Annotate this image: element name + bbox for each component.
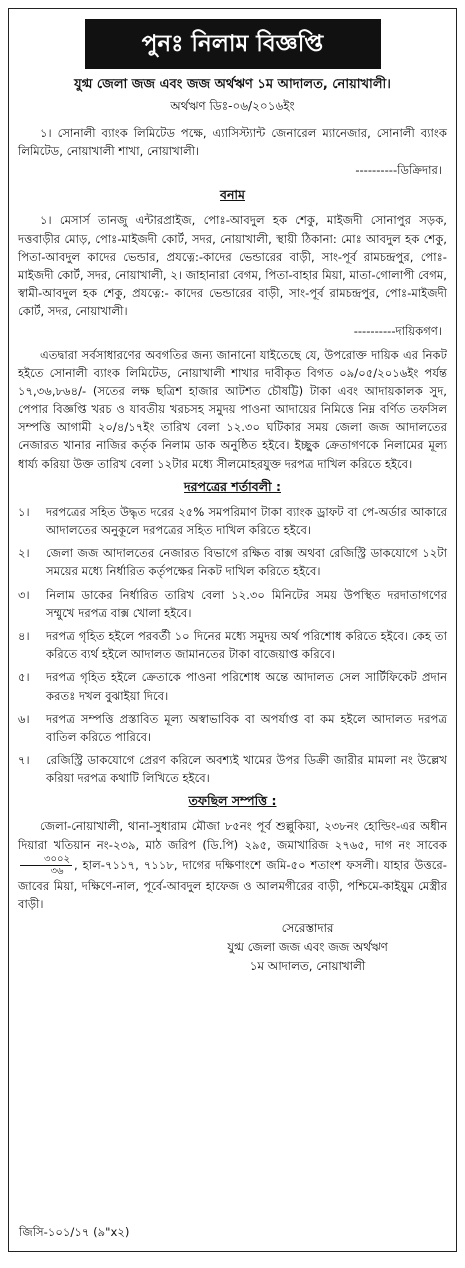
condition-text: দরপত্রের সহিত উদ্ধৃত দরের ২৫% সমপরিমাণ টাকা ব্যাংক ড্রাফট বা পে-অর্ডার আকারে আদালতের অনুকূলে দরপত্রের সহিত দাখিল করিতে হইবে।: [46, 504, 447, 537]
condition-item: [18, 668, 447, 704]
debtors: ১। মেসার্স তানজু এন্টারপ্রাইজ, পোঃ-আবদুল হক শেকু, মাইজদী সোনাপুর সড়ক, দত্তবাড়ীর মোড়, পোঃ-মাইজদী কোর্ট, সদর, নোয়াখালী, স্থায়ী ঠিকানা: মোঃ আবদুল হক শেকু, পিতা-আবদুল কাদের ভেন্ডার, প্রযত্নে:-কাদের ভেন্ডারের বাড়ী, সাং-পূর্ব রামচন্দ্রপুর, পোঃ-মাইজদী কোর্ট, সদর, নোয়াখালী, ২। জাহানারা বেগম, পিতা-বাহার মিয়া, মাতা-গোলাপী বেগম, স্বামী-আবদুল হক শেকু, প্রযত্নে:- কাদের ভেন্ডারের বাড়ী, সাং-পূর্ব রামচন্দ্রপুর, পোঃ-মাইজদী কোর্ট, সদর, নোয়াখালী।: [18, 213, 447, 319]
signature-line-3: ১ম আদালত, নোয়াখালী: [249, 958, 366, 973]
signature-line-1: সেরেস্তাদার: [281, 921, 334, 936]
condition-number: ৭।: [18, 753, 30, 768]
case-number: অর্থঋণ ডিঃ-০৬/২০১৬ইং: [170, 99, 295, 113]
schedule-text: [9, 817, 456, 913]
gd-code: জিসি-১০১/১৭ (৯"x২): [19, 1225, 130, 1239]
condition-text: নিলাম ডাকের নির্ধারিত তারিখ বেলা ১২.৩০ মিনিটের সময় উপস্থিত দরদাতাগণের সম্মুখে দরপত্র বাক্স খোলা হইবে।: [46, 587, 447, 620]
decree-holder-label: ----------ডিক্রিদার।: [355, 163, 442, 178]
notice-title: পুনঃ নিলাম বিজ্ঞপ্তি: [85, 19, 381, 69]
plot-fraction: [20, 854, 72, 877]
signature-block: [159, 919, 456, 976]
condition-number: ৪।: [18, 628, 30, 643]
decree-holder: ১। সোনালী ব্যাংক লিমিটেড পক্ষে, এ্যাসিস্ট্যান্ট জেনারেল ম্যানেজার, সোনালী ব্যাংক লিমিটেড, নোয়াখালী শাখা, নোয়াখালী।: [18, 126, 447, 159]
condition-item: [18, 627, 447, 663]
schedule-part-2: , হাল-৭১১৭, ৭১১৮, দাগের দক্ষিণাংশে জমি-৫০ শতাংশ ফসলী। যাহার উত্তরে-জাবের মিয়া, দক্ষিণে-নাল, পূর্বে-আবদুল হাফেজ ও আলমগীরের বাড়ী, পশ্চিমে-কাইয়ুম মেস্ত্রীর বাড়ী।: [18, 857, 447, 911]
condition-item: [18, 586, 447, 622]
condition-number: ৩।: [18, 587, 30, 602]
condition-text: জেলা জজ আদালতের নেজারত বিভাগে রক্ষিত বাক্স অথবা রেজিস্ট্রি ডাকযোগে ১২টা সময়ের মধ্যে নির্ধারিত কর্তৃপক্ষের নিকট দাখিল করিতে হইবে।: [46, 546, 447, 579]
schedule-heading: তফছিল সম্পত্তি :: [188, 793, 277, 809]
debtors-label: ----------দায়িকগণ।: [353, 323, 442, 338]
court-name: যুগ্ম জেলা জজ এবং জজ অর্থঋণ ১ম আদালত, নোয়াখালী।: [74, 77, 391, 92]
condition-number: ২।: [18, 546, 30, 561]
condition-text: দরপত্র সম্পত্তি প্রস্তাবিত মূল্য অস্বাভাবিক বা অপর্যাপ্ত বা কম হইলে আদালত দরপত্র বাতিল করিতে পারিবে।: [46, 711, 447, 744]
notice-body: এতদ্বারা সর্বসাধারণের অবগতির জন্য জানানো যাইতেছে যে, উপরোক্ত দায়িক এর নিকট হইতে সোনালী ব্যাংক লিমিটেড, নোয়াখালী শাখার দাবীকৃত বিগত ০৯/০৫/২০১৬ইং পর্যন্ত ১৭,৩৬,৮৬৪/- (সতের লক্ষ ছত্রিশ হাজার আটশত চৌষট্টি) টাকা এবং আদায়কালক সুদ, পেপার বিজ্ঞপ্তি খরচ ও যাবতীয় খরচসহ সমুদয় পাওনা আদায়ের নিমিত্তে নিম্ন বর্ণিত তফসিল সম্পত্তি আগামী ২০/৪/১৭ইং তারিখ বেলা ১২.৩০ ঘটিকার সময় জেলা জজ আদালতের নেজারত খানার নাজির কর্তৃক নিলাম ডাক অনুষ্ঠিত হইবে। ইচ্ছুক ক্রেতাগণকে নিলামের মূল্য ধার্য্য করিয়া উক্ত তারিখ বেলা ১২টার মধ্যে সীলমোহরযুক্ত দরপত্র দাখিল করিতে হইবে।: [18, 347, 447, 471]
condition-text: রেজিস্ট্রি ডাকযোগে প্রেরণ করিলে অবশ্যই খামের উপর ডিক্রী জারীর মামলা নং উল্লেখ করিয়া দরপত্র কথাটি লিখিতে হইবে।: [46, 753, 447, 786]
conditions-heading: দরপত্রের শর্তাবলী :: [184, 478, 281, 494]
conditions-list: [9, 503, 456, 788]
condition-number: ৫।: [18, 670, 30, 685]
condition-text: দরপত্র গৃহিত হইলে ক্রেতাকে পাওনা পরিশোধ অন্তে আদালত সেল সার্টিফিকেট প্রদান করতঃ দখল বুঝাইয়া দিবে।: [46, 670, 447, 703]
condition-number: ৬।: [18, 711, 30, 726]
condition-text: দরপত্র গৃহিত হইলে পরবর্তী ১০ দিনের মধ্যে সমুদয় অর্থ পরিশোধ করিতে হইবে। কেহ তা করিতে ব্যর্থ হইলে আদালত জামানতের টাকা বাজেয়াপ্ত করিবে।: [46, 628, 447, 662]
plot-fraction-denominator: ৩৬: [50, 865, 64, 877]
plot-fraction-numerator: ৩০০২: [20, 854, 72, 866]
condition-number: ১।: [18, 504, 30, 519]
notice-page: [8, 8, 457, 1252]
condition-item: [18, 503, 447, 539]
condition-item: [18, 751, 447, 787]
condition-item: [18, 710, 447, 746]
versus-heading: বনাম: [220, 187, 245, 203]
condition-item: [18, 544, 447, 580]
schedule-part-1: জেলা-নোয়াখালী, থানা-সুধারাম মৌজা ৮৫নং পূর্ব শুল্লুকিয়া, ২৩৮নং হোল্ডিং-এর অধীন দিয়ারা খতিয়ান নং-২৩৯, মাঠ জরিপ (ডি.পি) ২৯৫, জমাখারিজ ২৭৬৫, দাগ নং সাবেক: [18, 819, 447, 852]
signature-line-2: যুগ্ম জেলা জজ এবং জজ অর্থঋণ: [227, 940, 388, 955]
